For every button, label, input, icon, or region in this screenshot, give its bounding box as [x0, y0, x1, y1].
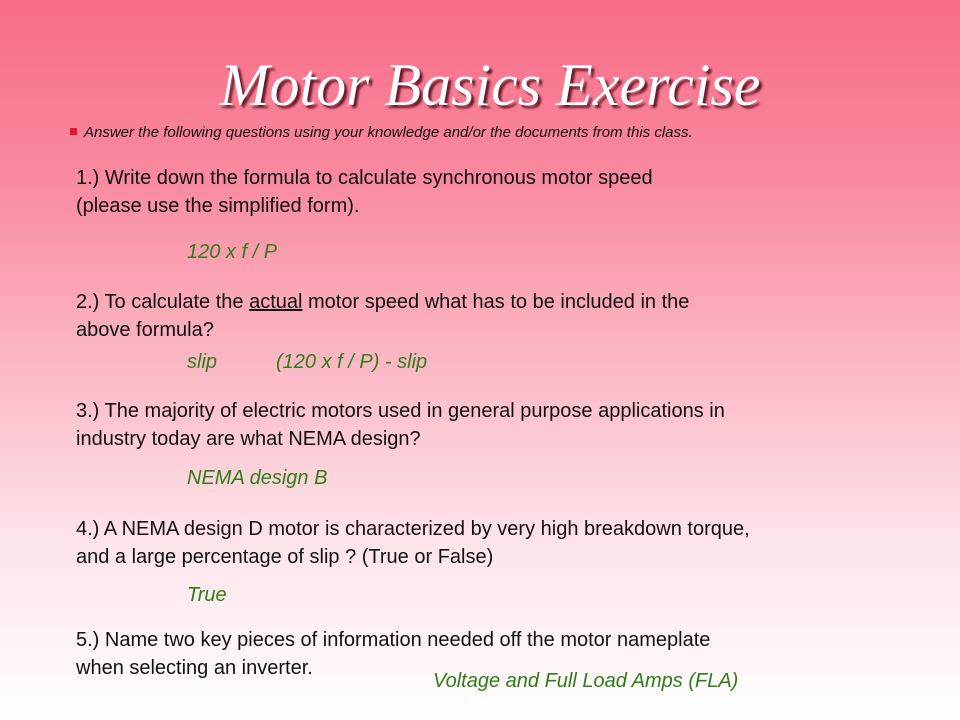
question-2-emphasis: actual — [249, 291, 303, 313]
question-4-line-1: 4.) A NEMA design D motor is characterized by very high breakdown torque, — [76, 518, 750, 540]
question-3-line-1: 3.) The majority of electric motors used in general purpose applications in — [76, 400, 725, 422]
question-2 — [76, 288, 689, 344]
answer-4: True — [187, 584, 227, 606]
question-1-line-1: 1.) Write down the formula to calculate synchronous motor speed — [76, 167, 653, 189]
question-1 — [76, 164, 653, 220]
intro-bullet — [70, 124, 693, 141]
question-2-suffix: motor speed what has to be included in the — [302, 291, 690, 313]
question-3-line-2: industry today are what NEMA design? — [76, 428, 421, 450]
question-3 — [76, 397, 725, 453]
question-5-line-2: when selecting an inverter. — [76, 657, 313, 679]
question-4 — [76, 515, 750, 571]
answer-2-formula: (120 x f / P) - slip — [276, 351, 428, 373]
answer-1: 120 x f / P — [187, 241, 278, 263]
question-4-line-2: and a large percentage of slip ? (True or False) — [76, 546, 494, 568]
question-2-line-1 — [76, 288, 689, 316]
page-title: Motor Basics Exercise — [219, 52, 761, 118]
intro-text: Answer the following questions using your knowledge and/or the documents from this class. — [84, 124, 693, 141]
question-2-line-2: above formula? — [76, 319, 214, 341]
question-5-line-1: 5.) Name two key pieces of information needed off the motor nameplate — [76, 629, 711, 651]
answer-2-term: slip — [187, 351, 218, 373]
answer-5: Voltage and Full Load Amps (FLA) — [433, 670, 739, 692]
question-2-prefix: 2.) To calculate the — [76, 291, 250, 313]
question-1-line-2: (please use the simplified form). — [76, 195, 360, 217]
bullet-square-icon — [70, 128, 77, 135]
answer-3: NEMA design B — [187, 467, 328, 489]
